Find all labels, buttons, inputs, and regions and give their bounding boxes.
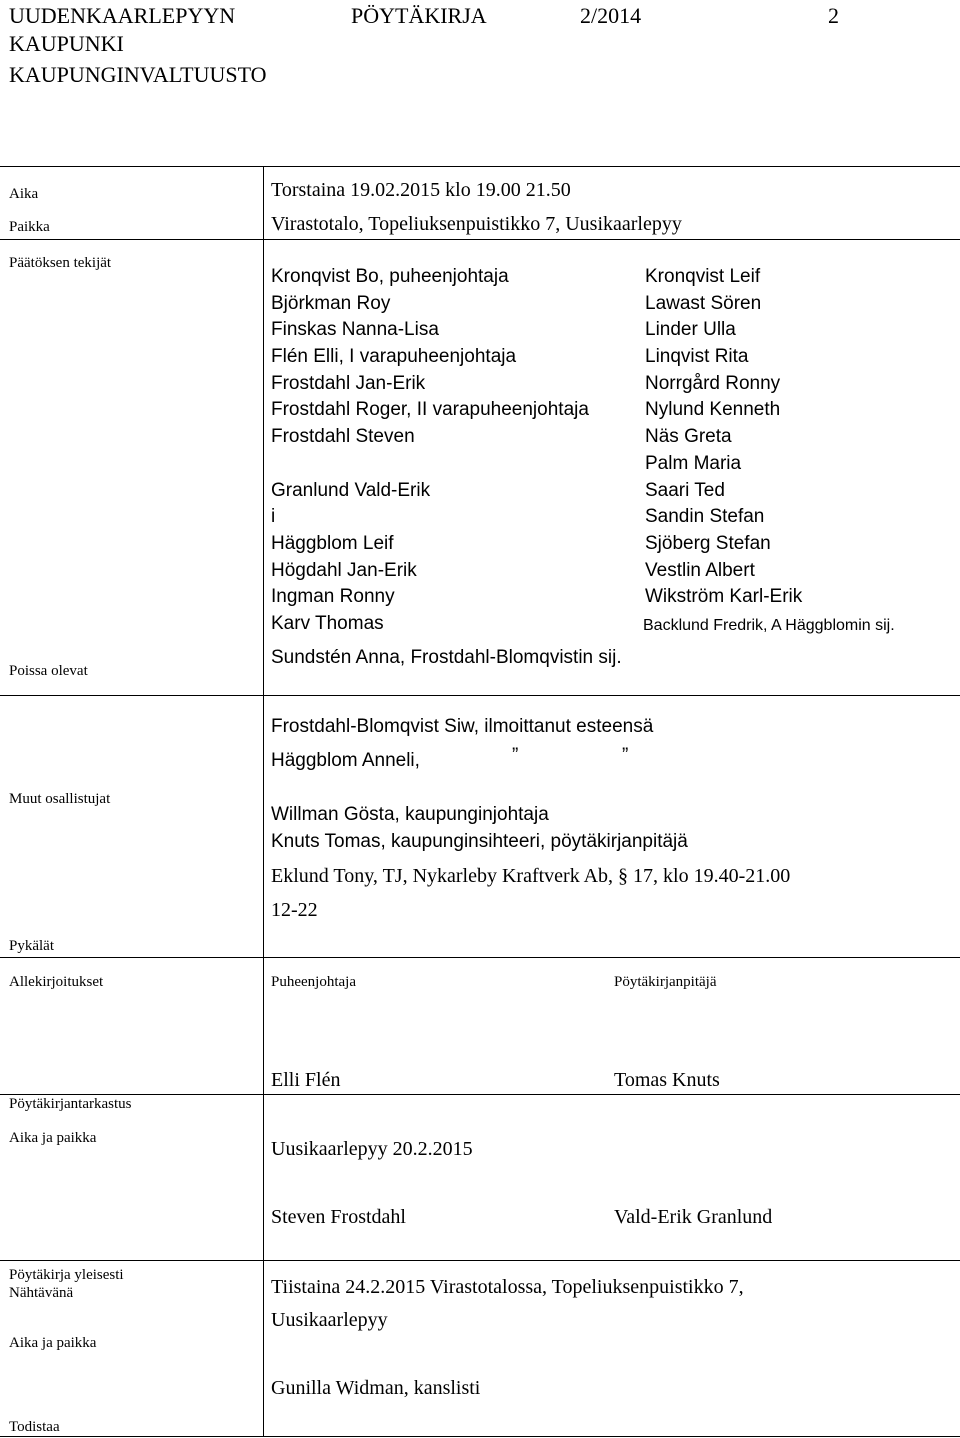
member-name: Wikström Karl-Erik <box>645 586 803 608</box>
member-name: Näs Greta <box>645 426 732 448</box>
public-line1: Tiistaina 24.2.2015 Virastotalossa, Topeliuksenpuistikko 7, <box>271 1276 744 1298</box>
reviewer-1: Steven Frostdahl <box>271 1206 406 1228</box>
member-name: Karv Thomas <box>271 612 384 634</box>
label-sections: Pykälät <box>9 938 54 954</box>
substitute-sundsten: Sundstén Anna, Frostdahl-Blomqvistin sij. <box>271 647 622 668</box>
rule-after-members <box>0 695 960 696</box>
doc-number: 2/2014 <box>580 3 642 28</box>
other-participant: Knuts Tomas, kaupunginsihteeri, pöytäkirjanpitäjä <box>271 831 688 852</box>
label-absent: Poissa olevat <box>9 663 88 679</box>
page-number: 2 <box>828 3 839 28</box>
member-name: Kronqvist Leif <box>645 266 761 287</box>
member-name: Ingman Ronny <box>271 586 395 608</box>
member-name: Granlund Vald-Erik <box>271 479 431 501</box>
member-name <box>271 451 589 478</box>
member-name: Linqvist Rita <box>645 346 749 368</box>
label-public-line1: Pöytäkirja yleisesti <box>9 1267 124 1283</box>
chair-role: Puheenjohtaja <box>271 974 356 990</box>
rule-after-review <box>0 1260 960 1261</box>
reviewer-2: Vald-Erik Granlund <box>614 1206 773 1228</box>
member-name: Palm Maria <box>645 452 742 474</box>
member-name: Lawast Sören <box>645 292 762 314</box>
member-name: Högdahl Jan-Erik <box>271 559 417 581</box>
member-name: Flén Elli, I varapuheenjohtaja <box>271 346 517 368</box>
member-name: i <box>271 506 276 528</box>
member-name: Frostdahl Roger, II varapuheenjohtaja <box>271 399 589 421</box>
absent-line2-name: Häggblom Anneli, <box>271 750 420 771</box>
member-name: Frostdahl Jan-Erik <box>271 372 426 394</box>
secretary-role: Pöytäkirjanpitäjä <box>614 974 717 990</box>
members-left-list <box>271 264 589 638</box>
member-name: Norrgård Ronny <box>645 372 781 394</box>
member-name: Sjöberg Stefan <box>645 532 771 554</box>
label-signatures: Allekirjoitukset <box>9 974 104 990</box>
rule-after-signatures <box>0 1094 960 1095</box>
member-name: Finskas Nanna-Lisa <box>271 319 439 341</box>
member-name: Saari Ted <box>645 479 725 501</box>
member-name: Kronqvist Bo, puheenjohtaja <box>271 266 509 287</box>
absent-line1: Frostdahl-Blomqvist Siw, ilmoittanut esteensä <box>271 716 654 737</box>
public-line2: Uusikaarlepyy <box>271 1309 388 1331</box>
guest-line: Eklund Tony, TJ, Nykarleby Kraftverk Ab, § 17, klo 19.40-21.00 <box>271 865 791 887</box>
substitute-backlund: Backlund Fredrik, A Häggblomin sij. <box>643 617 895 634</box>
rule-after-place <box>0 239 960 240</box>
label-public-time-place: Aika ja paikka <box>9 1335 97 1351</box>
label-public-line2: Nähtävänä <box>9 1285 74 1301</box>
sections-value: 12-22 <box>271 899 318 921</box>
rule-bottom <box>0 1436 960 1437</box>
certifier-name: Gunilla Widman, kanslisti <box>271 1377 481 1399</box>
label-place: Paikka <box>9 219 50 235</box>
secretary-name: Tomas Knuts <box>614 1069 720 1091</box>
member-name: Linder Ulla <box>645 319 736 341</box>
members-right-list <box>645 264 802 611</box>
label-certifies: Todistaa <box>9 1419 60 1435</box>
ditto-mark: ” <box>512 745 519 766</box>
member-name: Björkman Roy <box>271 292 391 314</box>
review-time-place: Uusikaarlepyy 20.2.2015 <box>271 1138 473 1160</box>
org-name-line2: KAUPUNKI <box>9 31 124 56</box>
label-other-participants: Muut osallistujat <box>9 791 111 807</box>
meeting-time: Torstaina 19.02.2015 klo 19.00 21.50 <box>271 179 571 201</box>
member-name: Nylund Kenneth <box>645 399 781 421</box>
label-decision-makers: Päätöksen tekijät <box>9 255 112 271</box>
column-divider <box>263 166 264 1437</box>
label-time: Aika <box>9 186 39 202</box>
body-name: KAUPUNGINVALTUUSTO <box>9 62 267 87</box>
member-name: Häggblom Leif <box>271 532 394 554</box>
chair-name: Elli Flén <box>271 1069 341 1091</box>
meeting-place: Virastotalo, Topeliuksenpuistikko 7, Uusikaarlepyy <box>271 213 682 235</box>
label-review-time-place: Aika ja paikka <box>9 1130 97 1146</box>
other-participant: Willman Gösta, kaupunginjohtaja <box>271 804 549 825</box>
member-name: Sandin Stefan <box>645 506 765 528</box>
rule-top <box>0 166 960 167</box>
member-name: Frostdahl Steven <box>271 426 415 448</box>
ditto-mark: ” <box>622 745 629 766</box>
rule-after-sections <box>0 957 960 958</box>
org-name-line1: UUDENKAARLEPYYN <box>9 3 236 28</box>
label-review: Pöytäkirjantarkastus <box>9 1096 132 1112</box>
doc-type: PÖYTÄKIRJA <box>351 3 487 28</box>
member-name: Vestlin Albert <box>645 559 755 581</box>
